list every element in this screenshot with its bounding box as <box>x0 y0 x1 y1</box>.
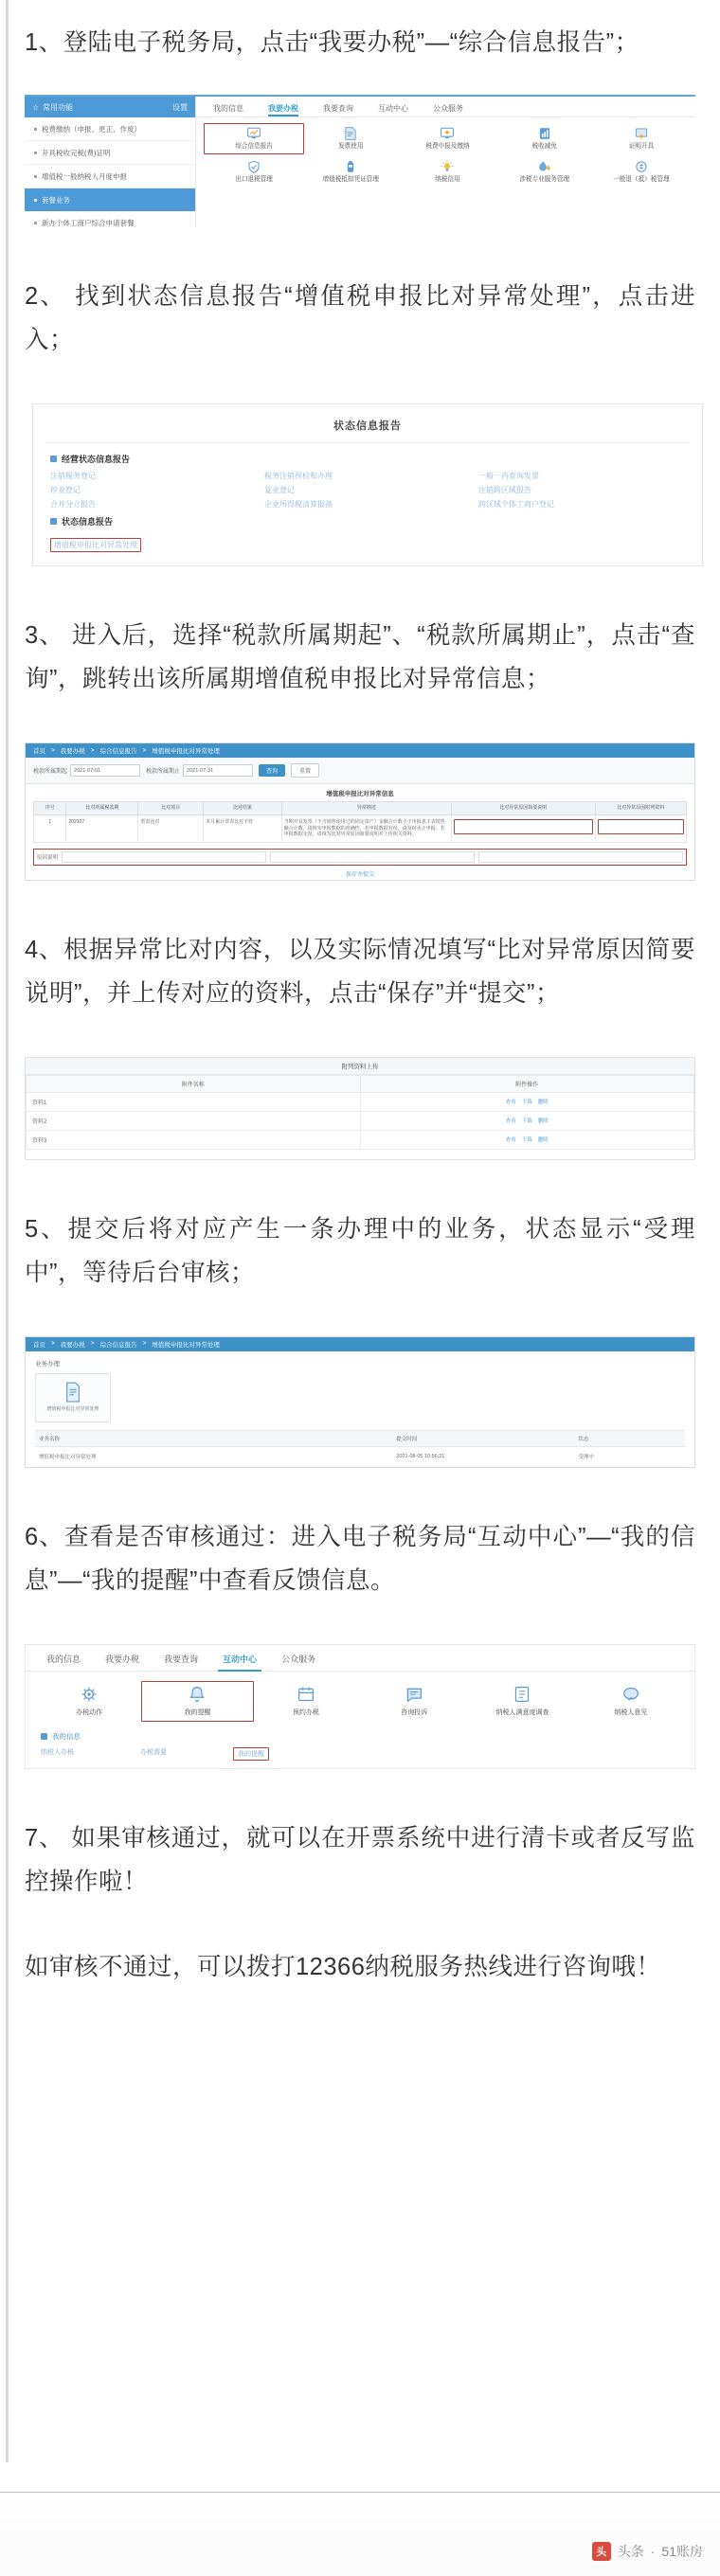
square-bullet-icon <box>50 518 57 525</box>
droplet-icon <box>537 160 552 173</box>
breadcrumb-current: 增值税申报比对异常处理 <box>152 748 220 755</box>
download-link[interactable]: 下载 <box>521 1118 532 1124</box>
link-cancel-tax-registration[interactable]: 注销税务登记 <box>50 472 96 480</box>
sidebar-item-4[interactable]: 新办个体工商户综合申请套餐 <box>25 211 195 227</box>
filter-label: 税款所属期止 <box>146 769 181 775</box>
step-6-text: 6、查看是否审核通过：进入电子税务局“互动中心”—“我的信息”—“我的提醒”中查看反馈信息。 <box>25 1523 695 1594</box>
breadcrumb-home[interactable]: 首页 <box>33 748 45 755</box>
tile-invoice-use[interactable] <box>302 123 399 154</box>
reason-row <box>33 849 687 866</box>
tile-tax-declare-pay[interactable] <box>399 123 495 154</box>
cell-submit-time: 2021-08-05 10:56:21 <box>392 1446 574 1466</box>
sidebar-item-1[interactable]: 开具税收完税(费)证明 <box>25 141 195 165</box>
business-card[interactable] <box>35 1373 111 1422</box>
col-note: 比对异常原因简要说明 <box>451 802 595 815</box>
tile-taxpayer-opinion[interactable] <box>577 1681 685 1722</box>
link-invoice-query[interactable]: 一般一内查询发票 <box>478 472 539 480</box>
table-header-row <box>35 1430 685 1446</box>
tab-interaction[interactable]: 互动中心 <box>378 104 408 113</box>
tile-label: 综合信息报告 <box>235 143 273 150</box>
tile-label: 咨询投诉 <box>401 1708 428 1716</box>
link-tax-cancel-precheck[interactable]: 税务注销预检和办理 <box>264 472 333 480</box>
table-row <box>34 815 687 843</box>
interaction-tile-grid <box>26 1672 694 1722</box>
col-desc: 异常描述 <box>281 802 451 815</box>
cell-actions <box>360 1092 694 1111</box>
tab-interaction[interactable]: 互动中心 <box>223 1653 257 1671</box>
portal-tabbar <box>26 1645 694 1672</box>
breadcrumb-comprehensive-report[interactable]: 综合信息报告 <box>99 1341 137 1349</box>
breadcrumb: 首页 > 我要办税 > 综合信息报告 > 增值税申报比对异常处理 <box>26 1337 694 1351</box>
portal-tile-grid <box>196 117 695 188</box>
tile-vat-deduction-voucher[interactable] <box>302 156 399 188</box>
col-period: 比对所属税款期 <box>66 802 138 815</box>
filter-label: 税款所属期起 <box>33 769 68 775</box>
watermark-author: 51账房 <box>661 2544 703 2559</box>
reason-label: 原因说明 <box>37 854 59 861</box>
col-attachment-name: 附件名称 <box>27 1075 361 1092</box>
link-taxpayer-handling[interactable]: 纳税人办税 <box>41 1748 74 1756</box>
tile-label: 出口退税管理 <box>235 176 273 183</box>
query-button[interactable]: 查询 <box>259 764 285 777</box>
breadcrumb: 首页 > 我要办税 > 综合信息报告 > 增值税申报比对异常处理 <box>26 743 694 758</box>
cell-actions <box>360 1111 694 1130</box>
link-income-tax-liquidation[interactable]: 企业所得税清算报备 <box>264 500 333 509</box>
certificate-icon <box>634 127 649 140</box>
sidebar-header-title: ☆ 常用功能 <box>32 102 74 112</box>
col-item: 比对项目 <box>138 802 204 815</box>
cell-result: 本月累计票表比对不符 <box>204 815 282 843</box>
screenshot-interaction-center <box>25 1644 695 1769</box>
tab-query[interactable]: 我要查询 <box>323 104 353 113</box>
tile-label: 涉税专业服务管理 <box>519 176 570 183</box>
status-report-title: 状态信息报告 <box>46 414 689 443</box>
calendar-icon <box>297 1686 315 1703</box>
lightbulb-icon <box>440 160 455 173</box>
tile-label: 发票使用 <box>338 143 364 150</box>
step-4-text: 4、根据异常比对内容，以及实际情况填写“比对异常原因简要说明”，并上传对应的资料，点击“保存”并“提交”； <box>25 936 695 1007</box>
view-link[interactable]: 查看 <box>505 1100 516 1105</box>
square-bullet-icon <box>41 1733 47 1740</box>
section-title: 状态信息报告 <box>62 517 114 527</box>
col-status: 状态 <box>574 1430 685 1446</box>
step-5-text: 5、提交后将对应产生一条办理中的业务，状态显示“受理中”，等待后台审核； <box>25 1215 695 1286</box>
tile-my-reminders[interactable] <box>143 1681 251 1722</box>
tile-label: 证明开具 <box>628 143 655 150</box>
table-row <box>27 1092 694 1111</box>
tab-query[interactable]: 我要查询 <box>164 1654 199 1664</box>
tile-label: 预约办税 <box>292 1708 319 1716</box>
table-caption: 增值税申报比对异常信息 <box>326 791 394 797</box>
tab-tax-handling[interactable]: 我要办税 <box>268 103 298 116</box>
tile-tax-credit[interactable] <box>399 156 495 188</box>
sidebar-settings-link[interactable]: 设置 <box>172 102 188 112</box>
tile-consult-complain[interactable] <box>360 1681 468 1722</box>
square-bullet-icon <box>50 456 57 462</box>
step-7-text: 7、 如果审核通过，就可以在开票系统中进行清卡或者反写监控操作啦！ <box>25 1824 695 1895</box>
col-business-name: 业务名称 <box>35 1430 392 1446</box>
period-start-input[interactable]: 2021-07-01 <box>70 764 140 777</box>
tile-certificate[interactable] <box>593 123 690 154</box>
filter-period-start <box>33 764 140 777</box>
link-suspend-registration[interactable]: 停业登记 <box>50 486 81 494</box>
section-status-report <box>50 515 702 528</box>
comment-icon <box>621 1686 640 1703</box>
section-title: 我的信息 <box>52 1731 81 1741</box>
sidebar-header <box>25 97 195 117</box>
reset-button[interactable]: 重置 <box>291 763 319 778</box>
sidebar-item-2[interactable]: 增值税一般纳税人月度申报 <box>25 165 195 188</box>
breadcrumb-tax-handling[interactable]: 我要办税 <box>60 1341 85 1349</box>
operating-status-links <box>33 471 702 510</box>
portal-tabbar <box>196 97 695 117</box>
business-table <box>35 1430 685 1467</box>
col-submit-time: 提交时间 <box>392 1430 574 1446</box>
link-merge-split-report[interactable]: 合并分立报告 <box>50 500 96 509</box>
link-resume-registration[interactable]: 复业登记 <box>264 486 295 494</box>
watermark <box>592 2542 703 2561</box>
tile-label: 税费申报及缴纳 <box>425 143 470 150</box>
tile-appointment[interactable] <box>252 1681 360 1722</box>
tile-label: 办税动作 <box>76 1708 103 1716</box>
attachment-table <box>26 1075 694 1150</box>
tile-label: 纳税信用 <box>435 176 460 183</box>
step-2-text: 2、 找到状态信息报告“增值税申报比对异常处理”，点击进入； <box>25 283 695 353</box>
my-info-links <box>26 1747 694 1761</box>
status-badge: 受理中 <box>574 1446 685 1466</box>
panel-title: 业务办理 <box>35 1360 60 1368</box>
screenshot-attachment-upload <box>25 1057 695 1160</box>
business-panel <box>26 1351 694 1467</box>
tile-label: 税收减免 <box>531 143 557 150</box>
tile-label: 纳税人满意度调查 <box>495 1708 549 1716</box>
reason-input-2[interactable] <box>270 851 475 863</box>
cell-name: 资料2 <box>27 1111 361 1130</box>
tab-public-service[interactable]: 公众服务 <box>433 104 463 113</box>
breadcrumb-current: 增值税申报比对异常处理 <box>152 1341 220 1349</box>
step-8-text: 如审核不通过，可以拨打12366纳税服务热线进行咨询哦！ <box>25 1953 661 1980</box>
link-my-reminders[interactable]: 我的提醒 <box>233 1747 269 1761</box>
tab-public-service[interactable]: 公众服务 <box>281 1654 316 1664</box>
table-header-row <box>34 802 687 815</box>
screenshot-business-in-progress <box>25 1336 695 1468</box>
tab-my-info[interactable]: 我的信息 <box>213 104 243 113</box>
tile-label: 我的提醒 <box>184 1708 211 1716</box>
cell-no: 1 <box>34 815 66 843</box>
business-card-label: 增值税申报比对异常处理 <box>46 1406 99 1412</box>
breadcrumb-tax-handling[interactable]: 我要办税 <box>60 748 85 755</box>
tile-label: 增值税抵扣凭证管理 <box>322 176 379 183</box>
breadcrumb-home[interactable]: 首页 <box>33 1341 45 1349</box>
table-row <box>35 1446 685 1466</box>
upload-caption: 附列资料上传 <box>26 1058 694 1075</box>
cell-actions <box>360 1130 694 1149</box>
download-link[interactable]: 下载 <box>521 1137 532 1143</box>
cell-business-name: 增值税申报比对异常处理 <box>35 1446 392 1466</box>
survey-icon <box>513 1686 531 1703</box>
link-handling-needs[interactable]: 办税需要 <box>140 1748 167 1756</box>
note-input[interactable] <box>454 819 593 834</box>
section-my-info <box>41 1731 694 1742</box>
link-cancel-cross-region[interactable]: 注销跨区域报告 <box>478 486 531 494</box>
tag-icon <box>343 160 358 173</box>
screenshot-status-report <box>32 403 703 566</box>
filter-period-end <box>146 764 253 777</box>
cell-period: 202107 <box>66 815 138 843</box>
monitor-chart-icon <box>246 127 261 140</box>
link-cross-region-registration[interactable]: 跨区域个体工商户登记 <box>478 500 554 509</box>
chat-icon <box>405 1686 423 1703</box>
portal-main <box>196 97 695 227</box>
star-icon: ☆ <box>32 102 40 112</box>
query-filter-bar <box>26 758 694 784</box>
tile-tax-reduction[interactable] <box>496 123 593 154</box>
sidebar-item-3[interactable]: 套餐业务 <box>25 188 195 211</box>
attachment-input[interactable] <box>598 819 685 834</box>
tile-general-refund[interactable] <box>593 156 690 188</box>
cell-item: 票表比对 <box>138 815 204 843</box>
reason-input-3[interactable] <box>478 851 683 863</box>
shield-check-icon <box>246 160 261 173</box>
document-icon <box>64 1382 81 1403</box>
monitor-coin-icon <box>440 127 455 140</box>
exception-table <box>33 801 687 843</box>
col-result: 比对结果 <box>204 802 282 815</box>
screenshot-portal-home <box>25 95 695 227</box>
step-3-text: 3、 进入后，选择“税款所属期起”、“税款所属期止”，点击“查询”，跳转出该所属期增值税申报比对异常信息； <box>25 622 695 692</box>
delete-link[interactable]: 删除 <box>537 1100 549 1105</box>
col-attach: 比对异常原因附列资料 <box>595 802 687 815</box>
col-attachment-action: 附件操作 <box>360 1075 694 1092</box>
delete-link[interactable]: 删除 <box>537 1137 549 1143</box>
table-row <box>27 1111 694 1130</box>
table-header-row <box>27 1075 694 1092</box>
tile-comprehensive-report[interactable] <box>206 123 302 154</box>
col-no: 序号 <box>34 802 66 815</box>
tile-tax-professional-service[interactable] <box>496 156 593 188</box>
tab-my-info[interactable]: 我的信息 <box>46 1654 81 1664</box>
tile-label: 一般退（抵）税管理 <box>613 176 670 183</box>
cell-name: 资料3 <box>27 1130 361 1149</box>
breadcrumb-comprehensive-report[interactable]: 综合信息报告 <box>99 748 137 755</box>
view-link[interactable]: 查看 <box>505 1118 516 1124</box>
gear-icon <box>80 1686 99 1703</box>
invoice-doc-icon <box>343 127 358 140</box>
bar-chart-icon <box>537 127 552 140</box>
step-1-text: 1、登陆电子税务局，点击“我要办税”—“综合信息报告”； <box>25 29 639 56</box>
table-row <box>27 1130 694 1149</box>
cell-attach[interactable] <box>595 815 687 843</box>
cell-desc: 当期开具发票（不含销售使用过的固定资产）金额合计数小于申报表主表销售额合计数，请核实申报数据的准确性，若申报数据有误，请及时更正申报；若申报数据无误，请填写比对异常原因简要说明并上传相关资料。 <box>281 815 451 843</box>
watermark-separator: · <box>650 2544 656 2559</box>
tile-satisfaction-survey[interactable] <box>468 1681 576 1722</box>
status-report-links <box>33 533 702 552</box>
period-end-input[interactable]: 2021-07-31 <box>183 764 253 777</box>
reason-input-1[interactable] <box>62 851 266 863</box>
bell-icon <box>188 1686 207 1703</box>
section-operating-status <box>50 453 702 465</box>
link-vat-comparison-exception[interactable]: 增值税申报比对异常处理 <box>50 538 141 552</box>
delete-link[interactable]: 删除 <box>537 1118 549 1124</box>
footer-bar <box>0 2492 720 2576</box>
tile-label: 纳税人意见 <box>614 1708 648 1716</box>
view-link[interactable]: 查看 <box>505 1137 516 1143</box>
sidebar-item-0[interactable]: 税费缴纳（申报、更正、作废） <box>25 117 195 141</box>
toutiao-logo-icon: 头 <box>592 2542 611 2561</box>
download-link[interactable]: 下载 <box>521 1100 532 1105</box>
refund-icon <box>634 160 649 173</box>
tile-tax-action[interactable] <box>35 1681 143 1722</box>
screenshot-exception-query <box>25 742 695 881</box>
watermark-source: 头条 <box>617 2544 644 2559</box>
cell-note[interactable] <box>451 815 595 843</box>
cell-name: 资料1 <box>27 1092 361 1111</box>
save-submit-button[interactable]: 保存并提交 <box>345 871 374 878</box>
section-title: 经营状态信息报告 <box>62 455 131 464</box>
tile-export-refund[interactable] <box>206 156 302 188</box>
portal-sidebar <box>25 97 196 227</box>
tab-tax-handling[interactable]: 我要办税 <box>105 1654 140 1664</box>
